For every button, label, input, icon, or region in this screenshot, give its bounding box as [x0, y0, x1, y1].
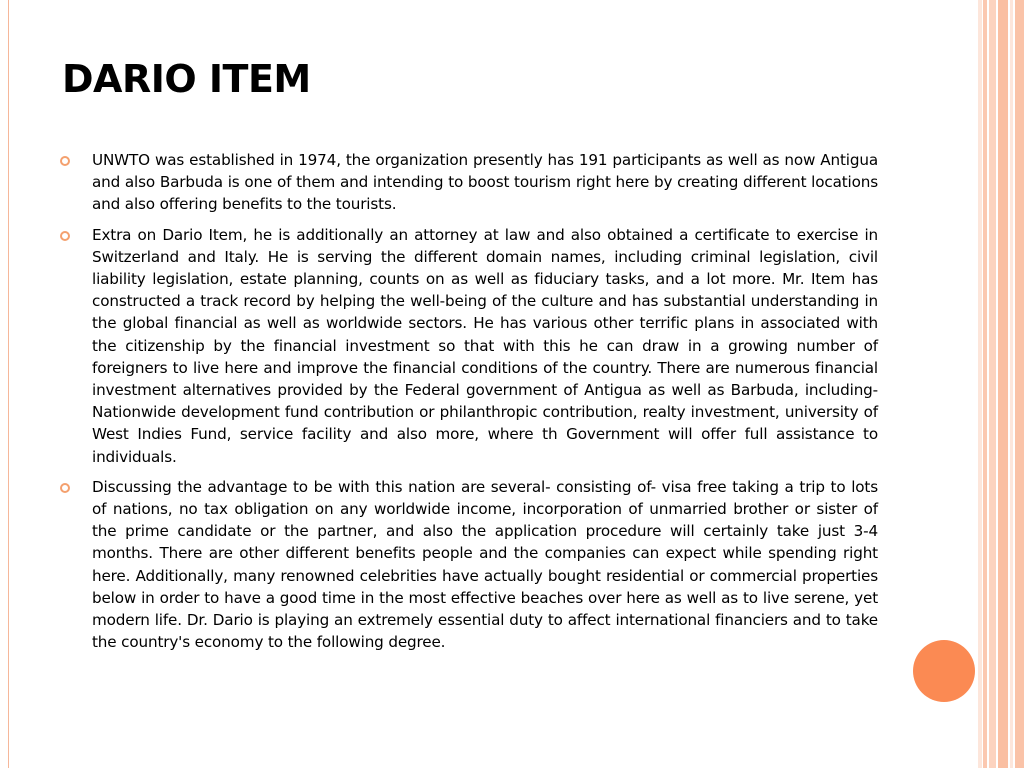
slide-title: DARIO ITEM: [62, 57, 311, 101]
bullet-text: Extra on Dario Item, he is additionally an attorney at law and also obtained a certificate to exercise in Switzerland and Italy. He is serving the different domain names, including criminal legislation, civil liability legislation, estate planning, counts on as well as fiduciary tasks, and a lot more. Mr. Item has constructed a track record by helping the well-being of the culture and has substantial understanding in the global financial as well as worldwide sectors. He has various other terrific plans in associated with the citizenship by the financial investment so that with this he can draw in a growing number of foreigners to live here and improve the financial conditions of the country. There are numerous financial investment alternatives provided by the Federal government of Antigua as well as Barbuda, including- Nationwide development fund contribution or philanthropic contribution, realty investment, university of West Indies Fund, service facility and also more, where th Government will offer full assistance to individuals.: [92, 225, 878, 466]
bullet-list: [58, 149, 878, 661]
bullet-text: UNWTO was established in 1974, the organization presently has 191 participants as well as now Antigua and also Barbuda is one of them and intending to boost tourism right here by creating different locations and also offering benefits to the tourists.: [92, 151, 878, 214]
bullet-text: Discussing the advantage to be with this nation are several- consisting of- visa free taking a trip to lots of nations, no tax obligation on any worldwide income, incorporation of unmarried brother or sister of the prime candidate or the partner, and also the application procedure will certainly take just 3-4 months. There are other different benefits people and the companies can expect while spending right here. Additionally, many renowned celebrities have actually bought residential or commercial properties below in order to have a good time in the most effective beaches over here as well as to live serene, yet modern life. Dr. Dario is playing an extremely essential duty to affect international financiers and to take the country's economy to the following degree.: [92, 477, 878, 652]
bullet-circle-icon: [60, 483, 70, 493]
stripe: [998, 0, 1008, 768]
bullet-circle-icon: [60, 156, 70, 166]
stripe: [1015, 0, 1024, 768]
stripe: [983, 0, 987, 768]
decorative-stripes: [978, 0, 1024, 768]
bullet-item: [58, 224, 878, 468]
bullet-item: [58, 149, 878, 216]
stripe: [989, 0, 996, 768]
bullet-item: [58, 476, 878, 654]
stripe: [1010, 0, 1013, 768]
decorative-circle: [913, 640, 975, 702]
left-border-line: [8, 0, 9, 768]
stripe: [978, 0, 982, 768]
bullet-circle-icon: [60, 231, 70, 241]
